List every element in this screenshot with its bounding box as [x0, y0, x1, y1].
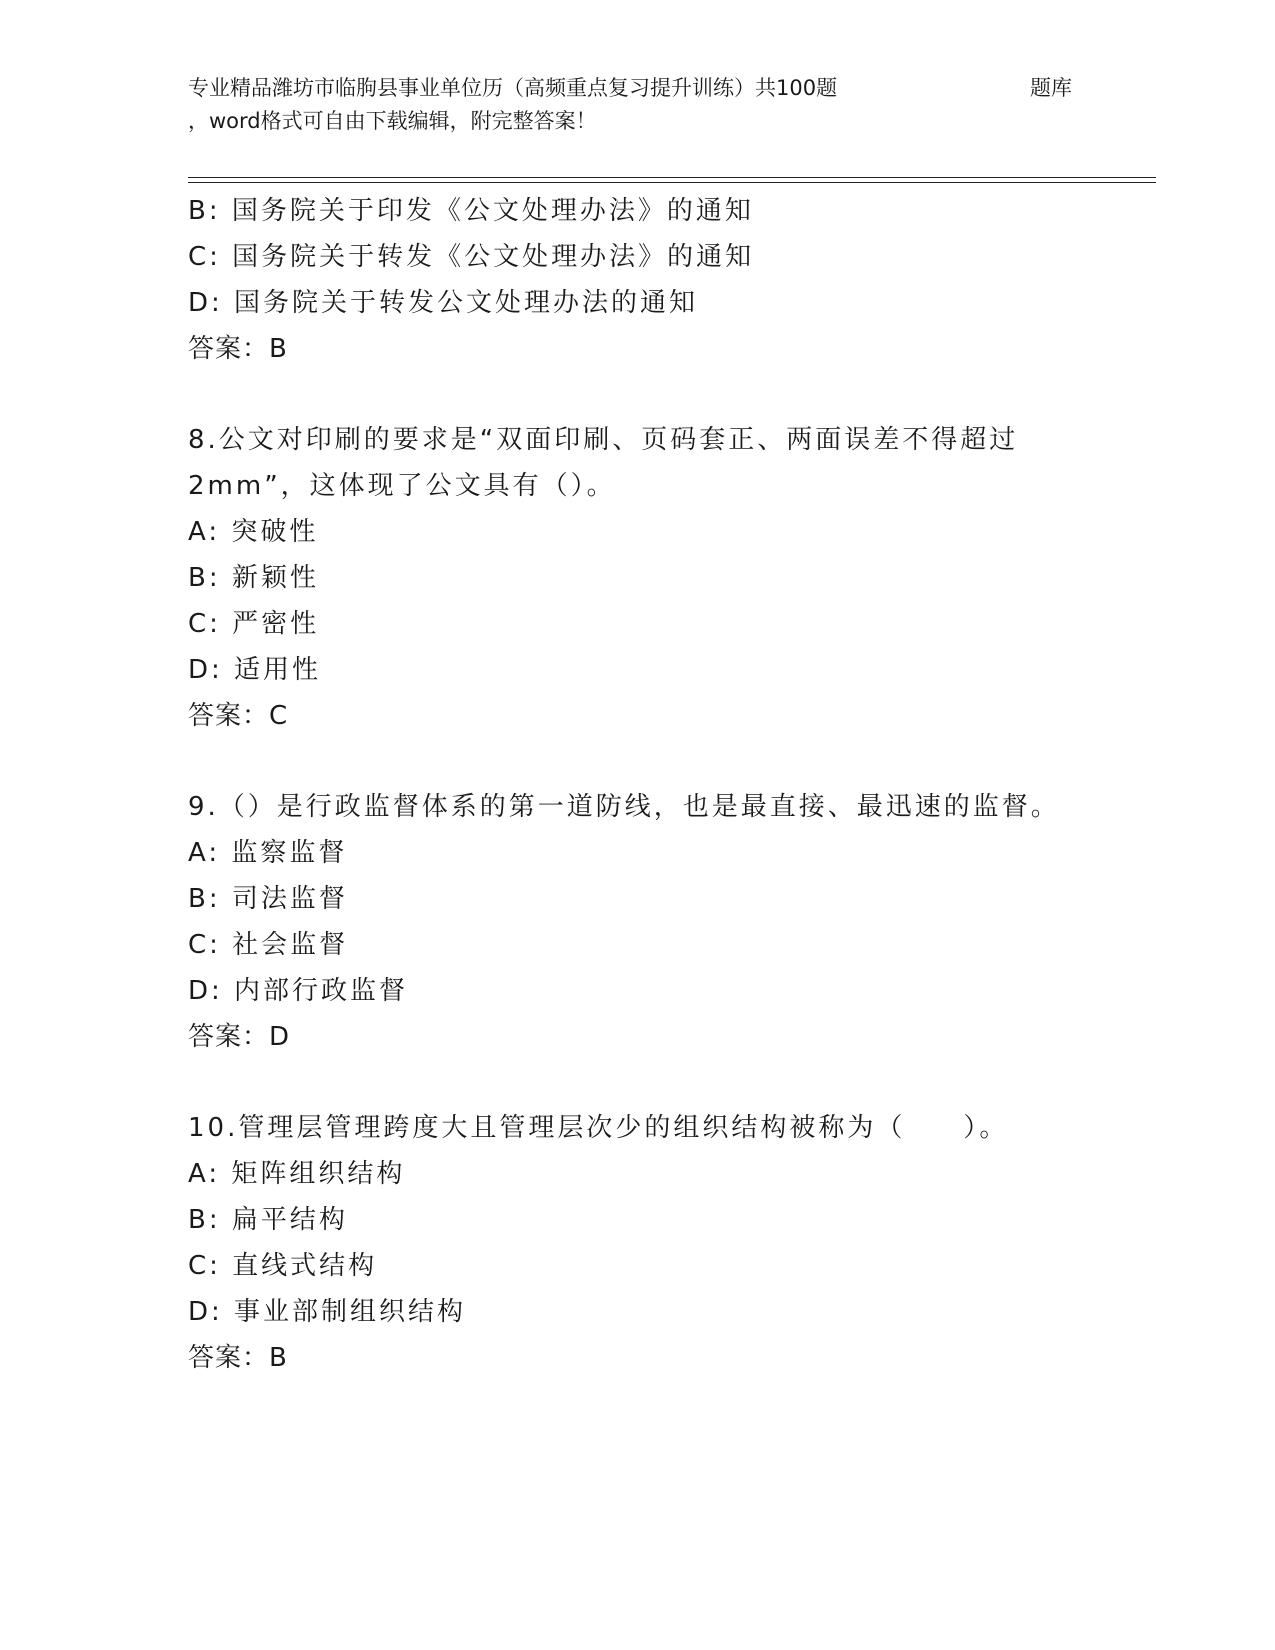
question-content: [188, 188, 1148, 1381]
option-line: D: 内部行政监督: [188, 976, 409, 1006]
document-subtitle: ，word格式可自由下载编辑，附完整答案！: [188, 109, 597, 133]
document-title: 专业精品潍坊市临朐县事业单位历（高频重点复习提升训练）共100题: [188, 76, 838, 100]
answer-line: 答案：D: [188, 1022, 291, 1052]
option-line: D: 适用性: [188, 655, 322, 685]
option-line: D: 国务院关于转发公文处理办法的通知: [188, 288, 699, 318]
option-line: A: 监察监督: [188, 838, 348, 868]
question-stem: 9.（）是行政监督体系的第一道防线，也是最直接、最迅速的监督。: [188, 792, 1060, 822]
header-line: [188, 72, 1088, 105]
option-line: B: 新颖性: [188, 563, 319, 593]
header-divider: [188, 177, 1156, 178]
option-line: B: 司法监督: [188, 884, 348, 914]
header-divider-secondary: [188, 182, 1156, 183]
question-9: [188, 784, 1148, 1060]
option-line: C: 国务院关于转发《公文处理办法》的通知: [188, 242, 755, 272]
option-line: B: 扁平结构: [188, 1205, 348, 1235]
answer-line: 答案：B: [188, 334, 288, 364]
question-stem: 8.公文对印刷的要求是“双面印刷、页码套正、两面误差不得超过: [188, 425, 1019, 455]
question-spacer: [188, 1060, 1148, 1105]
option-line: B: 国务院关于印发《公文处理办法》的通知: [188, 196, 754, 226]
question-spacer: [188, 372, 1148, 417]
question-8: [188, 417, 1148, 739]
question-spacer: [188, 739, 1148, 784]
question-10: [188, 1105, 1148, 1381]
option-line: D: 事业部制组织结构: [188, 1297, 467, 1327]
option-line: A: 突破性: [188, 517, 319, 547]
question-stem: 2mm”，这体现了公文具有（）。: [188, 471, 616, 501]
option-line: C: 严密性: [188, 609, 320, 639]
question-stem: 10.管理层管理跨度大且管理层次少的组织结构被称为（ ）。: [188, 1113, 1009, 1143]
option-line: A: 矩阵组织结构: [188, 1159, 406, 1189]
page-header: [188, 72, 1088, 138]
header-tag: 题库: [1030, 76, 1072, 100]
answer-line: 答案：B: [188, 1343, 288, 1373]
option-line: C: 社会监督: [188, 930, 349, 960]
option-line: C: 直线式结构: [188, 1251, 378, 1281]
answer-line: 答案：C: [188, 701, 289, 731]
